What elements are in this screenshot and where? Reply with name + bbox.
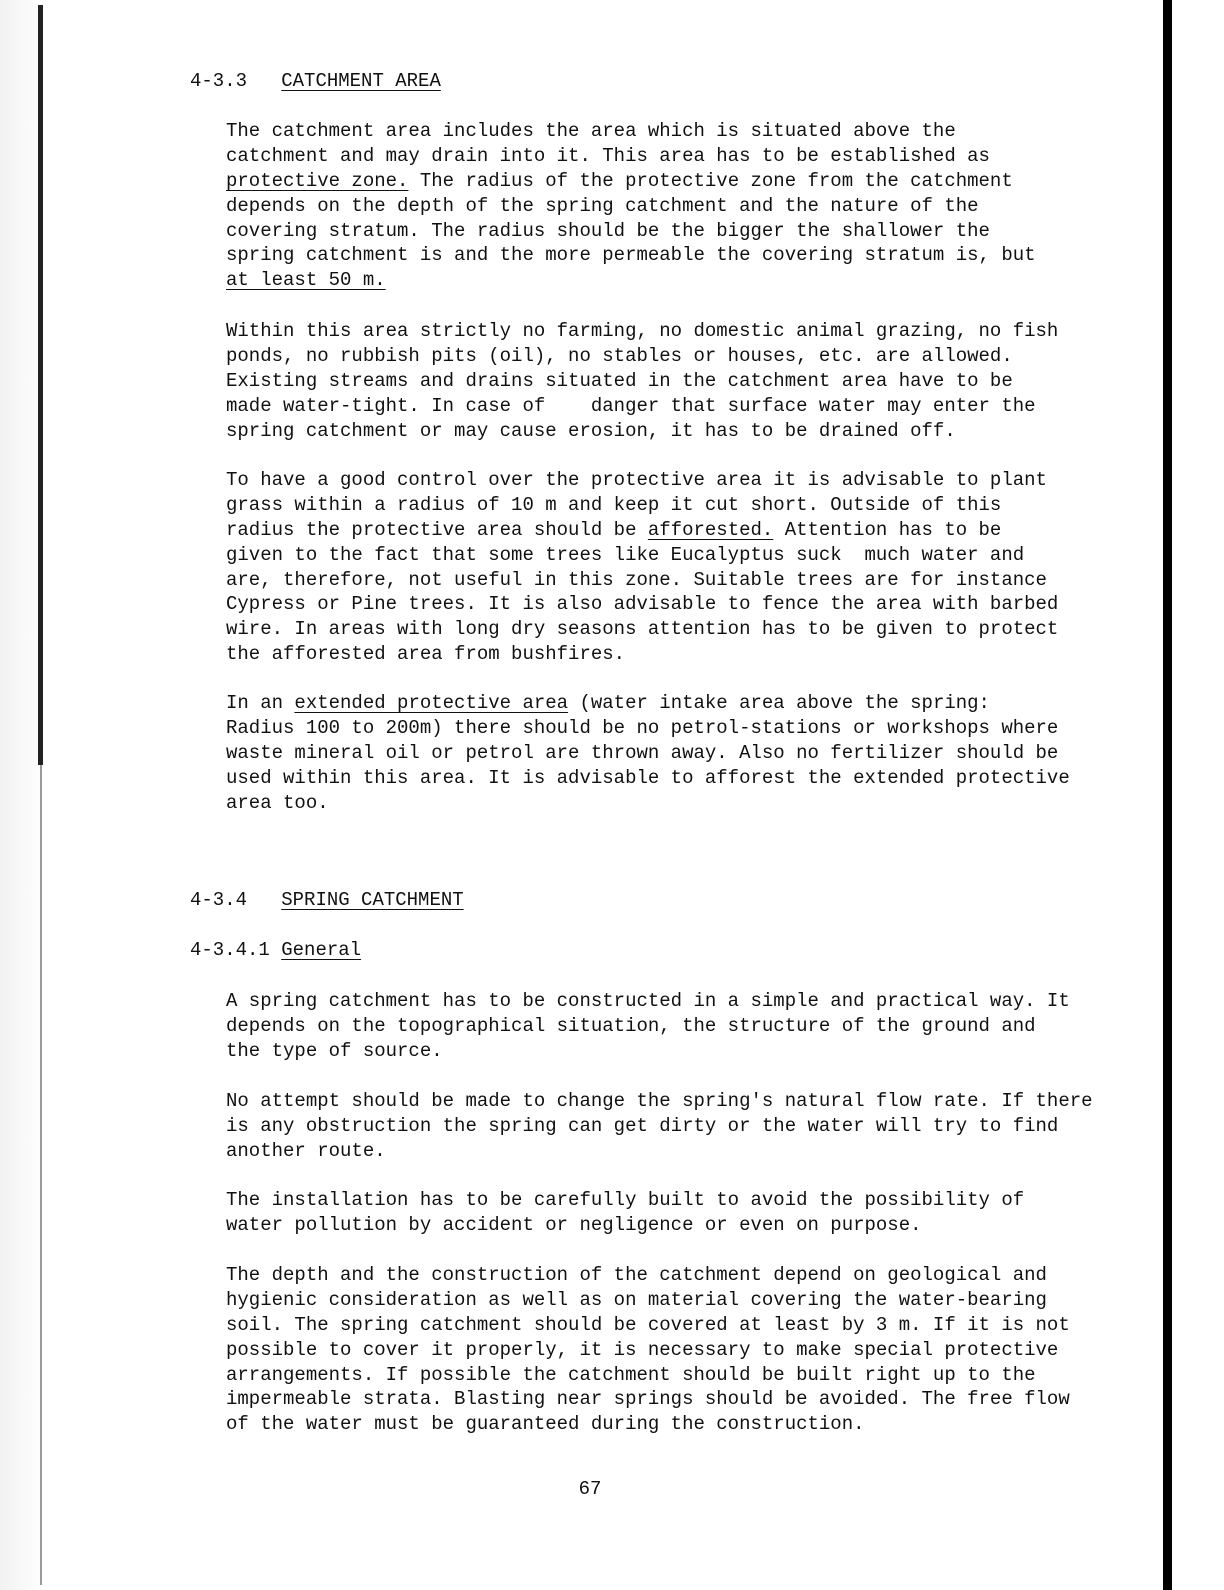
text-line: used within this area. It is advisable to afforest the extended protective xyxy=(226,766,1070,789)
text-line: hygienic consideration as well as on material covering the water-bearing xyxy=(226,1288,1047,1311)
text-line: are, therefore, not useful in this zone. Suitable trees are for instance xyxy=(226,568,1047,591)
text-line: The catchment area includes the area which is situated above the xyxy=(226,120,956,142)
text-line xyxy=(226,169,1136,194)
text-line: The depth and the construction of the catchment depend on geological and xyxy=(226,1264,1047,1286)
text-line: is any obstruction the spring can get dirty or the water will try to find xyxy=(226,1114,1059,1137)
paragraph-extended-protective-area xyxy=(226,691,1136,815)
section-title: CATCHMENT AREA xyxy=(281,70,441,92)
underlined-term-min-radius: at least 50 m. xyxy=(226,269,386,292)
section-heading-4-3-4-1 xyxy=(190,939,361,961)
text-line: ponds, no rubbish pits (oil), no stables or houses, etc. are allowed. xyxy=(226,344,1013,367)
paragraph-depth-construction xyxy=(226,1263,1136,1437)
text-line: No attempt should be made to change the spring's natural flow rate. If there xyxy=(226,1090,1093,1112)
text-run: In an xyxy=(226,692,295,714)
text-line: Radius 100 to 200m) there should be no petrol-stations or workshops where xyxy=(226,716,1059,739)
text-line: grass within a radius of 10 m and keep it cut short. Outside of this xyxy=(226,493,1002,516)
text-line: Within this area strictly no farming, no domestic animal grazing, no fish xyxy=(226,320,1059,342)
text-line: To have a good control over the protective area it is advisable to plant xyxy=(226,469,1047,491)
section-number: 4-3.4 xyxy=(190,889,248,911)
section-number: 4-3.3 xyxy=(190,70,248,92)
text-line: another route. xyxy=(226,1139,386,1162)
text-line: depends on the topographical situation, the structure of the ground and xyxy=(226,1014,1036,1037)
text-line: Existing streams and drains situated in the catchment area have to be xyxy=(226,369,1013,392)
text-run: The radius of the protective zone from the catchment xyxy=(408,169,1013,192)
text-line: water pollution by accident or negligence or even on purpose. xyxy=(226,1213,922,1236)
section-heading-4-3-4 xyxy=(190,889,464,911)
text-line xyxy=(226,691,1136,716)
text-line: the afforested area from bushfires. xyxy=(226,643,626,666)
text-line: of the water must be guaranteed during the construction. xyxy=(226,1413,865,1436)
paragraph-catchment-definition xyxy=(226,119,1136,293)
underlined-term-extended-protective-area: extended protective area xyxy=(294,692,569,714)
text-line: the type of source. xyxy=(226,1039,443,1062)
text-line: area too. xyxy=(226,791,329,814)
page-number: 67 xyxy=(578,1478,602,1500)
scan-binding-shadow-lower xyxy=(40,765,42,1585)
section-title: General xyxy=(281,939,362,961)
section-title: SPRING CATCHMENT xyxy=(281,889,464,911)
section-number: 4-3.4.1 xyxy=(190,939,270,961)
text-line: arrangements. If possible the catchment should be built right up to the xyxy=(226,1363,1036,1386)
text-line: spring catchment or may cause erosion, it has to be drained off. xyxy=(226,419,956,442)
text-run: (water intake area above the spring: xyxy=(568,692,990,714)
text-run: radius the protective area should be xyxy=(226,518,648,541)
text-line xyxy=(226,518,1136,543)
text-line: catchment and may drain into it. This area has to be established as xyxy=(226,144,990,167)
text-line: The installation has to be carefully built to avoid the possibility of xyxy=(226,1189,1025,1211)
paragraph-construction xyxy=(226,989,1136,1064)
paragraph-installation xyxy=(226,1188,1136,1238)
text-line: impermeable strata. Blasting near springs should be avoided. The free flow xyxy=(226,1388,1070,1411)
underlined-term-protective-zone: protective zone. xyxy=(226,169,409,192)
text-line: depends on the depth of the spring catchment and the nature of the xyxy=(226,194,979,217)
text-line: waste mineral oil or petrol are thrown away. Also no fertilizer should be xyxy=(226,741,1059,764)
text-line: possible to cover it properly, it is necessary to make special protective xyxy=(226,1338,1059,1361)
text-line: soil. The spring catchment should be covered at least by 3 m. If it is not xyxy=(226,1313,1070,1336)
text-line: spring catchment is and the more permeable the covering stratum is, but xyxy=(226,244,1036,267)
scan-right-border xyxy=(1163,0,1172,1590)
text-line: covering stratum. The radius should be the bigger the shallower the xyxy=(226,219,990,242)
text-run: Attention has to be xyxy=(773,518,1002,541)
scan-binding-shadow xyxy=(38,5,43,765)
paragraph-flow-rate xyxy=(226,1089,1136,1164)
text-line: made water-tight. In case of danger that surface water may enter the xyxy=(226,394,1036,417)
underlined-term-afforested: afforested. xyxy=(647,518,774,541)
paragraph-restrictions xyxy=(226,319,1136,443)
text-line: Cypress or Pine trees. It is also advisable to fence the area with barbed xyxy=(226,593,1059,616)
text-line: A spring catchment has to be constructed in a simple and practical way. It xyxy=(226,990,1070,1012)
paragraph-protective-area-control xyxy=(226,468,1136,667)
section-heading-4-3-3 xyxy=(190,70,441,92)
text-line: given to the fact that some trees like Eucalyptus suck much water and xyxy=(226,543,1025,566)
text-line xyxy=(226,268,1136,293)
text-line: wire. In areas with long dry seasons attention has to be given to protect xyxy=(226,618,1059,641)
